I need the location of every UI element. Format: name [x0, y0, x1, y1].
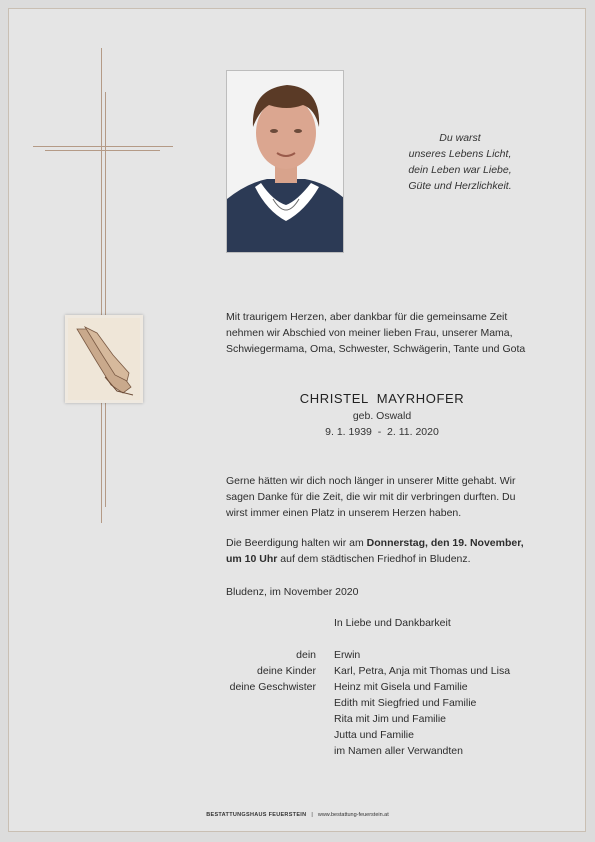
relative-label: dein [296, 649, 316, 661]
relative-name: Erwin [334, 649, 361, 661]
intro-text: Mit traurigem Herzen, aber dankbar für die gemeinsame Zeit nehmen wir Abschied von meiner lieben Frau, unserer Mama, Schwiegermama, Oma, Schwester, Schwägerin, Tante und Gota [226, 311, 526, 355]
relative-name: Karl, Petra, Anja mit Thomas und Lisa [334, 665, 511, 677]
place-date: Bludenz, im November 2020 [226, 586, 359, 598]
funeral-text: Die Beerdigung halten wir am Donnerstag, den 19. November, um 10 Uhr auf dem städtischen Friedhof in Bludenz. [226, 537, 524, 565]
relative-name: Heinz mit Gisela und Familie [334, 681, 468, 693]
relative-label: deine Geschwister [229, 681, 316, 693]
funeral-time: um 10 Uhr [226, 553, 278, 565]
website-link: www.bestattung-feuerstein.at [317, 812, 389, 818]
birth-name: geb. Oswald [352, 410, 412, 422]
relative-name: im Namen aller Verwandten [334, 745, 463, 757]
footer: BESTATTUNGSHAUS FEUERSTEIN | www.bestattung-feuerstein.at [206, 812, 389, 818]
deceased-block [226, 390, 538, 440]
company-name: BESTATTUNGSHAUS FEUERSTEIN [206, 812, 307, 818]
funeral-date: Donnerstag, den 19. November, [366, 537, 524, 549]
farewell-text: Gerne hätten wir dich noch länger in unserer Mitte gehabt. Wir sagen Danke für die Zeit, die wir mit dir verbringen durften. Du wirst immer einen Platz in unserem Herzen haben. [226, 475, 516, 519]
life-dates: 9. 1. 1939 - 2. 11. 2020 [325, 426, 439, 438]
praying-hands-icon [65, 315, 143, 403]
relative-label: deine Kinder [257, 665, 316, 677]
relative-name: Edith mit Siegfried und Familie [334, 697, 477, 709]
relative-name: Jutta und Familie [334, 729, 414, 741]
memorial-quote: Du warst unseres Lebens Licht, dein Leben war Liebe, Güte und Herzlichkeit. [408, 132, 512, 192]
relative-name: Rita mit Jim und Familie [334, 713, 447, 725]
deceased-name: CHRISTEL MAYRHOFER [299, 391, 465, 406]
portrait-photo [226, 70, 344, 253]
closing-line: In Liebe und Dankbarkeit [334, 617, 451, 629]
